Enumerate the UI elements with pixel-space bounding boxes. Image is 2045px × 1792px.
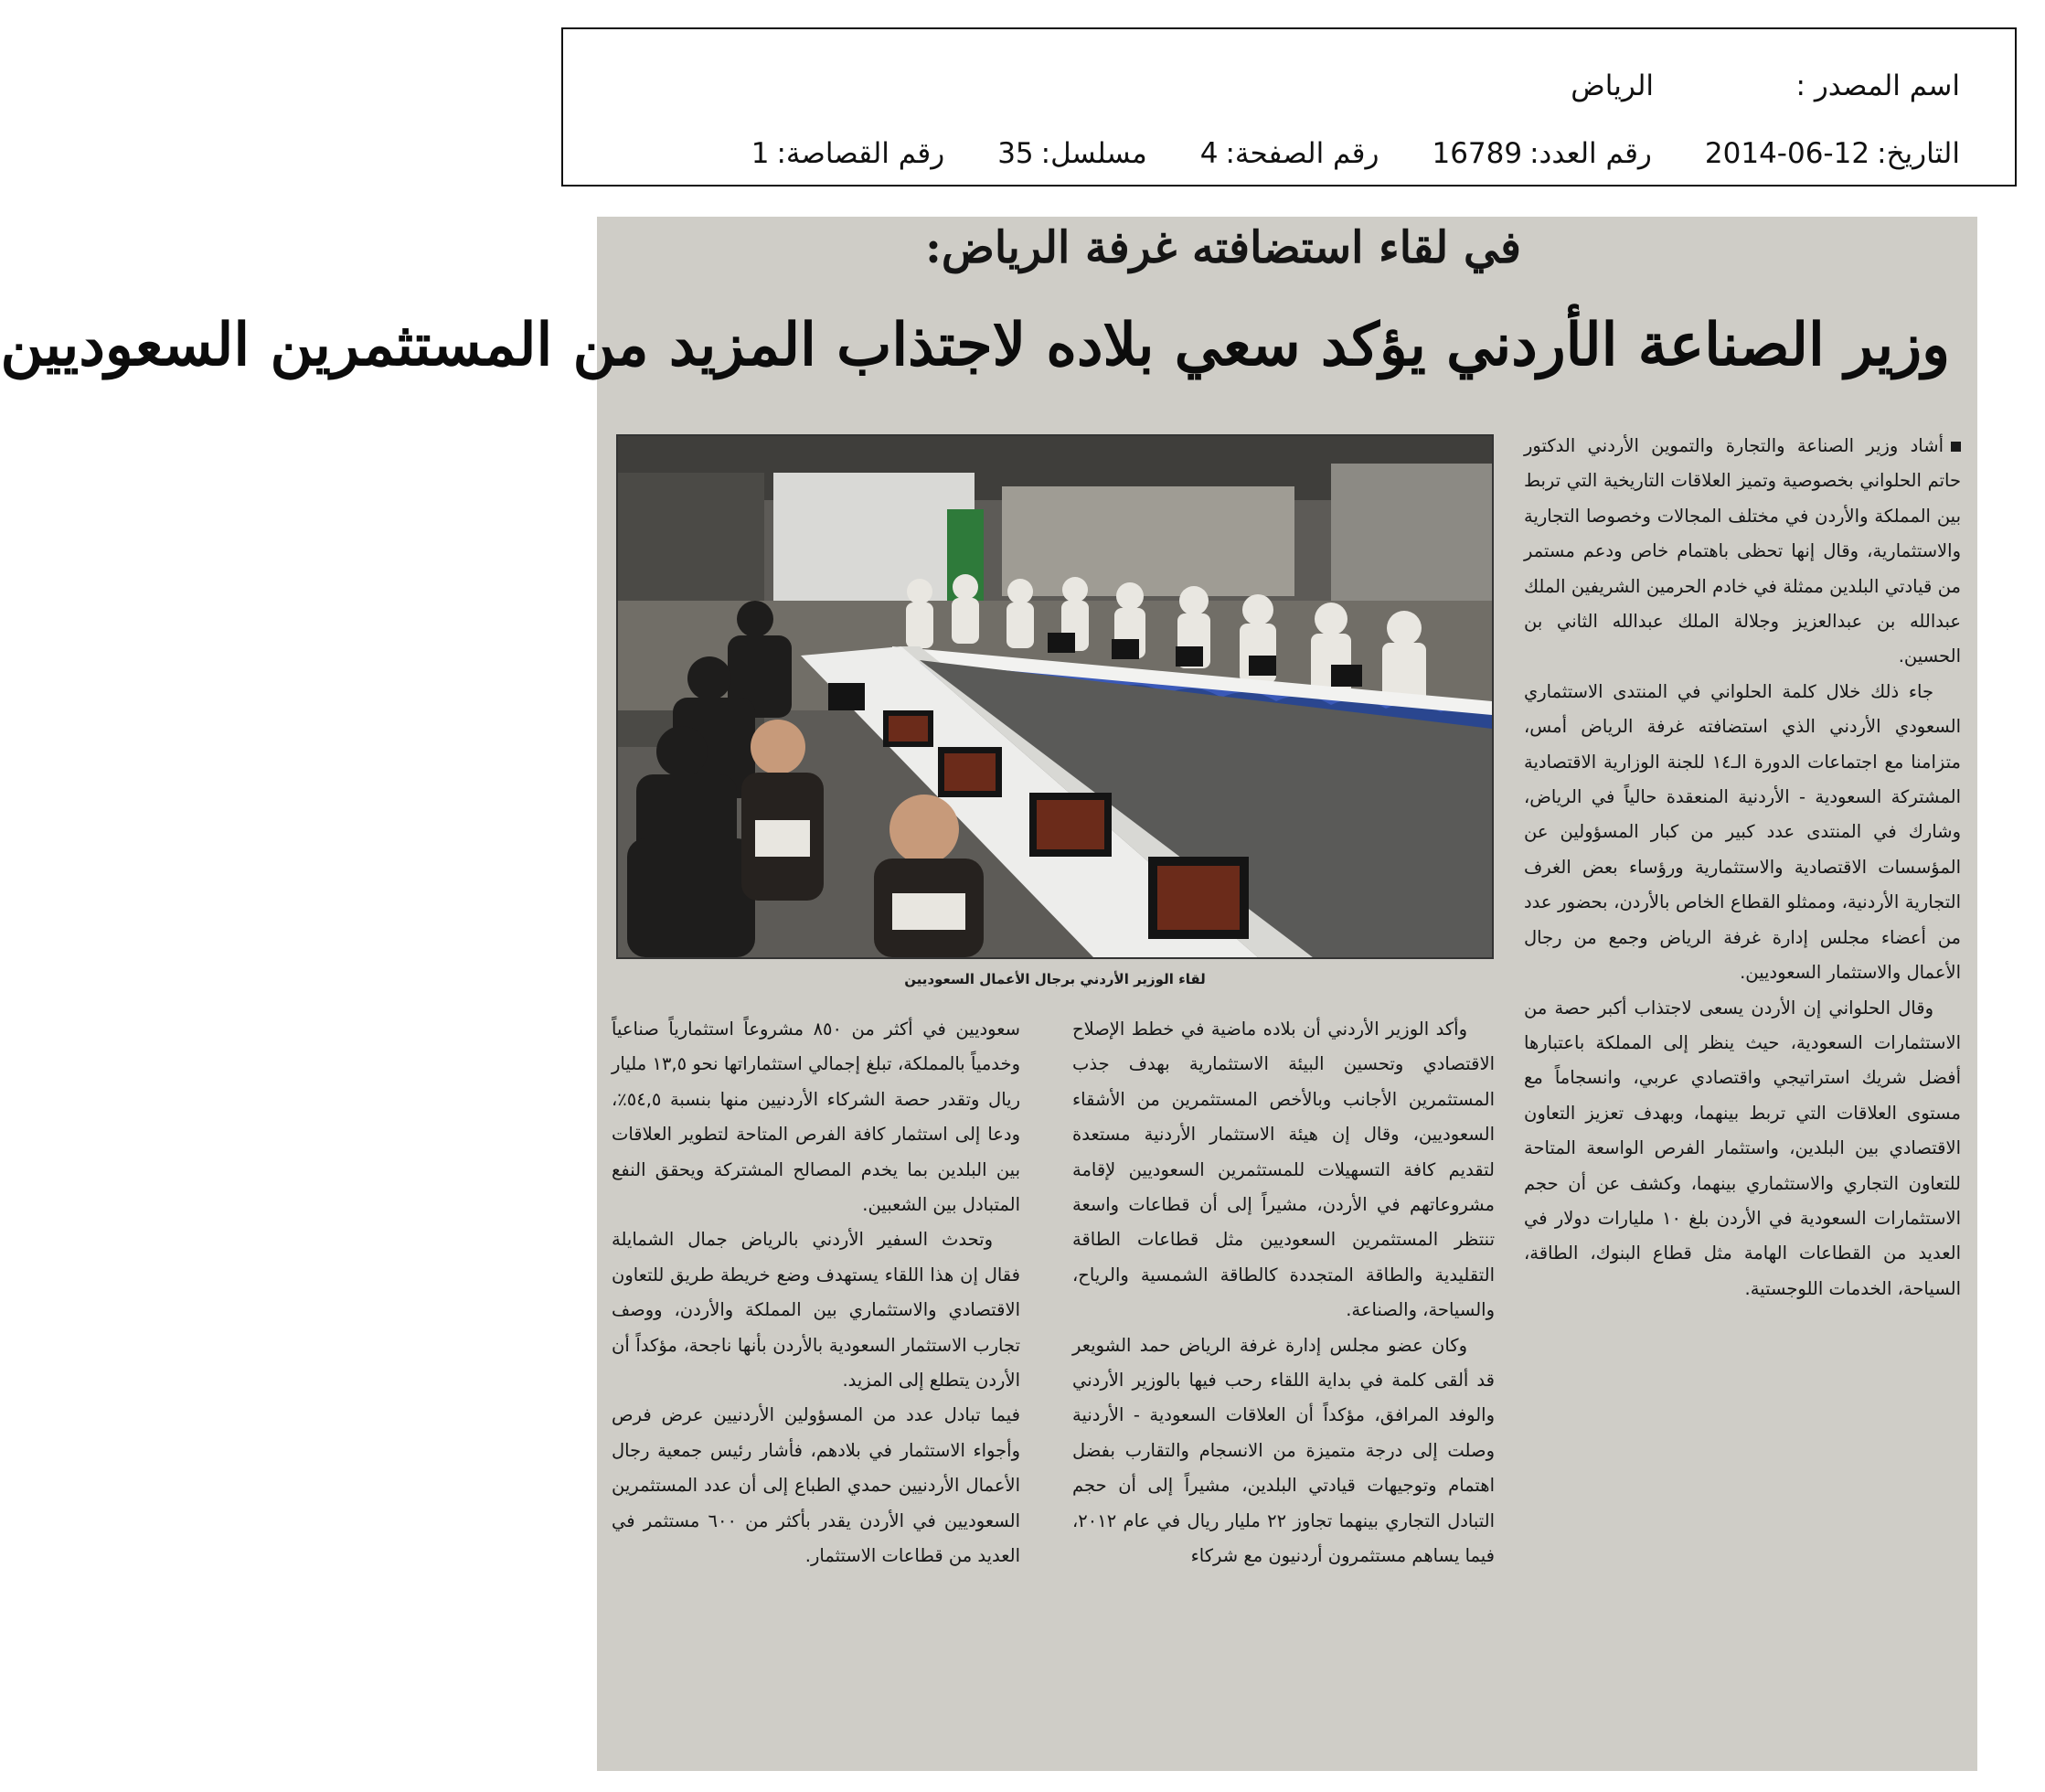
page-label: رقم الصفحة: (1225, 137, 1379, 170)
issue-label: رقم العدد: (1529, 137, 1652, 170)
serial-label: مسلسل: (1040, 137, 1147, 170)
paragraph: وتحدث السفير الأردني بالرياض جمال الشمايلة فقال إن هذا اللقاء يستهدف وضع خريطة طريق للتعاون الاقتصادي والاستثماري بين المملكة والأردن، ووصف تجارب الاستثمار السعودية بالأردن بأنها ناجحة، مؤكداً أن الأردن يتطلع إلى المزيد. (612, 1229, 1020, 1392)
clip-number-label: رقم القصاصة: (776, 137, 945, 170)
article-column-middle (1072, 1012, 1495, 1574)
paragraph: سعوديين في أكثر من ٨٥٠ مشروعاً استثمارياً صناعياً وخدمياً بالمملكة، تبلغ إجمالي استثماراتها نحو ١٣,٥ مليار ريال وتقدر حصة الشركاء الأردنيين منها بنسبة ٥٤,٥٪، ودعا إلى استثمار كافة الفرص المتاحة لتطوير العلاقات بين البلدين بما يخدم المصالح المشتركة ويحقق النفع المتبادل بين الشعبين. (612, 1019, 1021, 1216)
article-column-left (612, 1012, 1020, 1574)
newspaper-clipping (0, 217, 1977, 1771)
paragraph: وكان عضو مجلس إدارة غرفة الرياض حمد الشويعر قد ألقى كلمة في بداية اللقاء رحب فيها بالوزير الأردني والوفد المرافق، مؤكداً أن العلاقات السعودية - الأردنية وصلت إلى درجة متميزة من الانسجام والتقارب بفضل اهتمام وتوجيهات قيادتي البلدين، مشيراً إلى أن حجم التبادل التجاري بينهما تجاوز ٢٢ مليار ريال في عام ٢٠١٢، فيما يساهم مستثمرون أردنيون مع شركاء (1072, 1334, 1495, 1567)
article-kicker: في لقاء استضافته غرفة الرياض: (925, 222, 1521, 273)
meeting-photo-illustration (618, 436, 1492, 957)
clip-number-field (751, 137, 944, 170)
article-column-right (1524, 429, 1961, 1307)
clip-number-value: 1 (751, 137, 770, 170)
article-headline: وزير الصناعة الأردني يؤكد سعي بلاده لاجتذاب المزيد من المستثمرين السعوديين (0, 311, 1950, 379)
date-value: 2014-06-12 (1704, 137, 1870, 170)
date-label: التاريخ: (1877, 137, 1960, 170)
page-value: 4 (1199, 137, 1219, 170)
date-field (1705, 137, 1960, 170)
page-field (1200, 137, 1379, 170)
paragraph: فيما تبادل عدد من المسؤولين الأردنيين عرض فرص وأجواء الاستثمار في بلادهم، فأشار رئيس جمعية رجال الأعمال الأردنيين حمدي الطباع إلى أن عدد المستثمرين السعوديين في الأردن يقدر بأكثر من ٦٠٠ مستثمر في العديد من قطاعات الاستثمار. (612, 1404, 1020, 1567)
source-label: اسم المصدر : (1795, 69, 1960, 102)
square-bullet-icon (1951, 442, 1961, 452)
metadata-row (751, 137, 1960, 170)
issue-value: 16789 (1432, 137, 1523, 170)
paragraph (1524, 429, 1961, 675)
paragraph: وقال الحلواني إن الأردن يسعى لاجتذاب أكبر حصة من الاستثمارات السعودية، حيث ينظر إلى المملكة باعتبارها أفضل شريك استراتيجي واقتصادي عربي، وانسجاماً مع مستوى العلاقات التي تربط بينهما، وبهدف تعزيز التعاون الاقتصادي بين البلدين، واستثمار الفرص الواسعة المتاحة للتعاون التجاري والاستثماري بينهما، وكشف عن أن حجم الاستثمارات السعودية في الأردن بلغ ١٠ مليارات دولار في العديد من القطاعات الهامة مثل قطاع البنوك، الطاقة، السياحة، الخدمات اللوجستية. (1524, 997, 1961, 1299)
photo-caption: لقاء الوزير الأردني برجال الأعمال السعوديين (904, 971, 1206, 987)
paragraph-text: أشاد وزير الصناعة والتجارة والتموين الأردني الدكتور حاتم الحلواني بخصوصية وتميز العلاقات التاريخية التي تربط بين المملكة والأردن في مختلف المجالات وخصوصا التجارية والاستثمارية، وقال إنها تحظى باهتمام خاص ودعم مستمر من قيادتي البلدين ممثلة في خادم الحرمين الشريفين الملك عبدالله بن عبدالعزيز وجلالة الملك عبدالله الثاني بن الحسين. (1524, 435, 1961, 667)
paragraph: وأكد الوزير الأردني أن بلاده ماضية في خطط الإصلاح الاقتصادي وتحسين البيئة الاستثمارية بهدف جذب المستثمرين الأجانب وبالأخص المستثمرين من الأشقاء السعوديين، وقال إن هيئة الاستثمار الأردنية مستعدة لتقديم كافة التسهيلات للمستثمرين السعوديين لإقامة مشروعاتهم في الأردن، مشيراً إلى أن قطاعات واسعة تنتظر المستثمرين السعوديين مثل قطاعات الطاقة التقليدية والطاقة المتجددة كالطاقة الشمسية والرياح، والسياحة، والصناعة. (1072, 1019, 1495, 1321)
serial-value: 35 (997, 137, 1034, 170)
meeting-photo (616, 434, 1494, 959)
issue-field (1432, 137, 1651, 170)
source-value: الرياض (1571, 69, 1654, 102)
paragraph: جاء ذلك خلال كلمة الحلواني في المنتدى الاستثماري السعودي الأردني الذي استضافته غرفة الرياض أمس، متزامنا مع اجتماعات الدورة الـ١٤ للجنة الوزارية الاقتصادية المشتركة السعودية - الأردنية المنعقدة حالياً في الرياض، وشارك في المنتدى عدد كبير من كبار المسؤولين عن المؤسسات الاقتصادية والاستثمارية ورؤساء بعض الغرف التجارية الأردنية، وممثلو القطاع الخاص بالأردن، بحضور عدد من أعضاء مجلس إدارة غرفة الرياض وجمع من رجال الأعمال والاستثمار السعوديين. (1524, 680, 1961, 984)
clipping-metadata-box (561, 27, 2017, 187)
serial-field (997, 137, 1147, 170)
